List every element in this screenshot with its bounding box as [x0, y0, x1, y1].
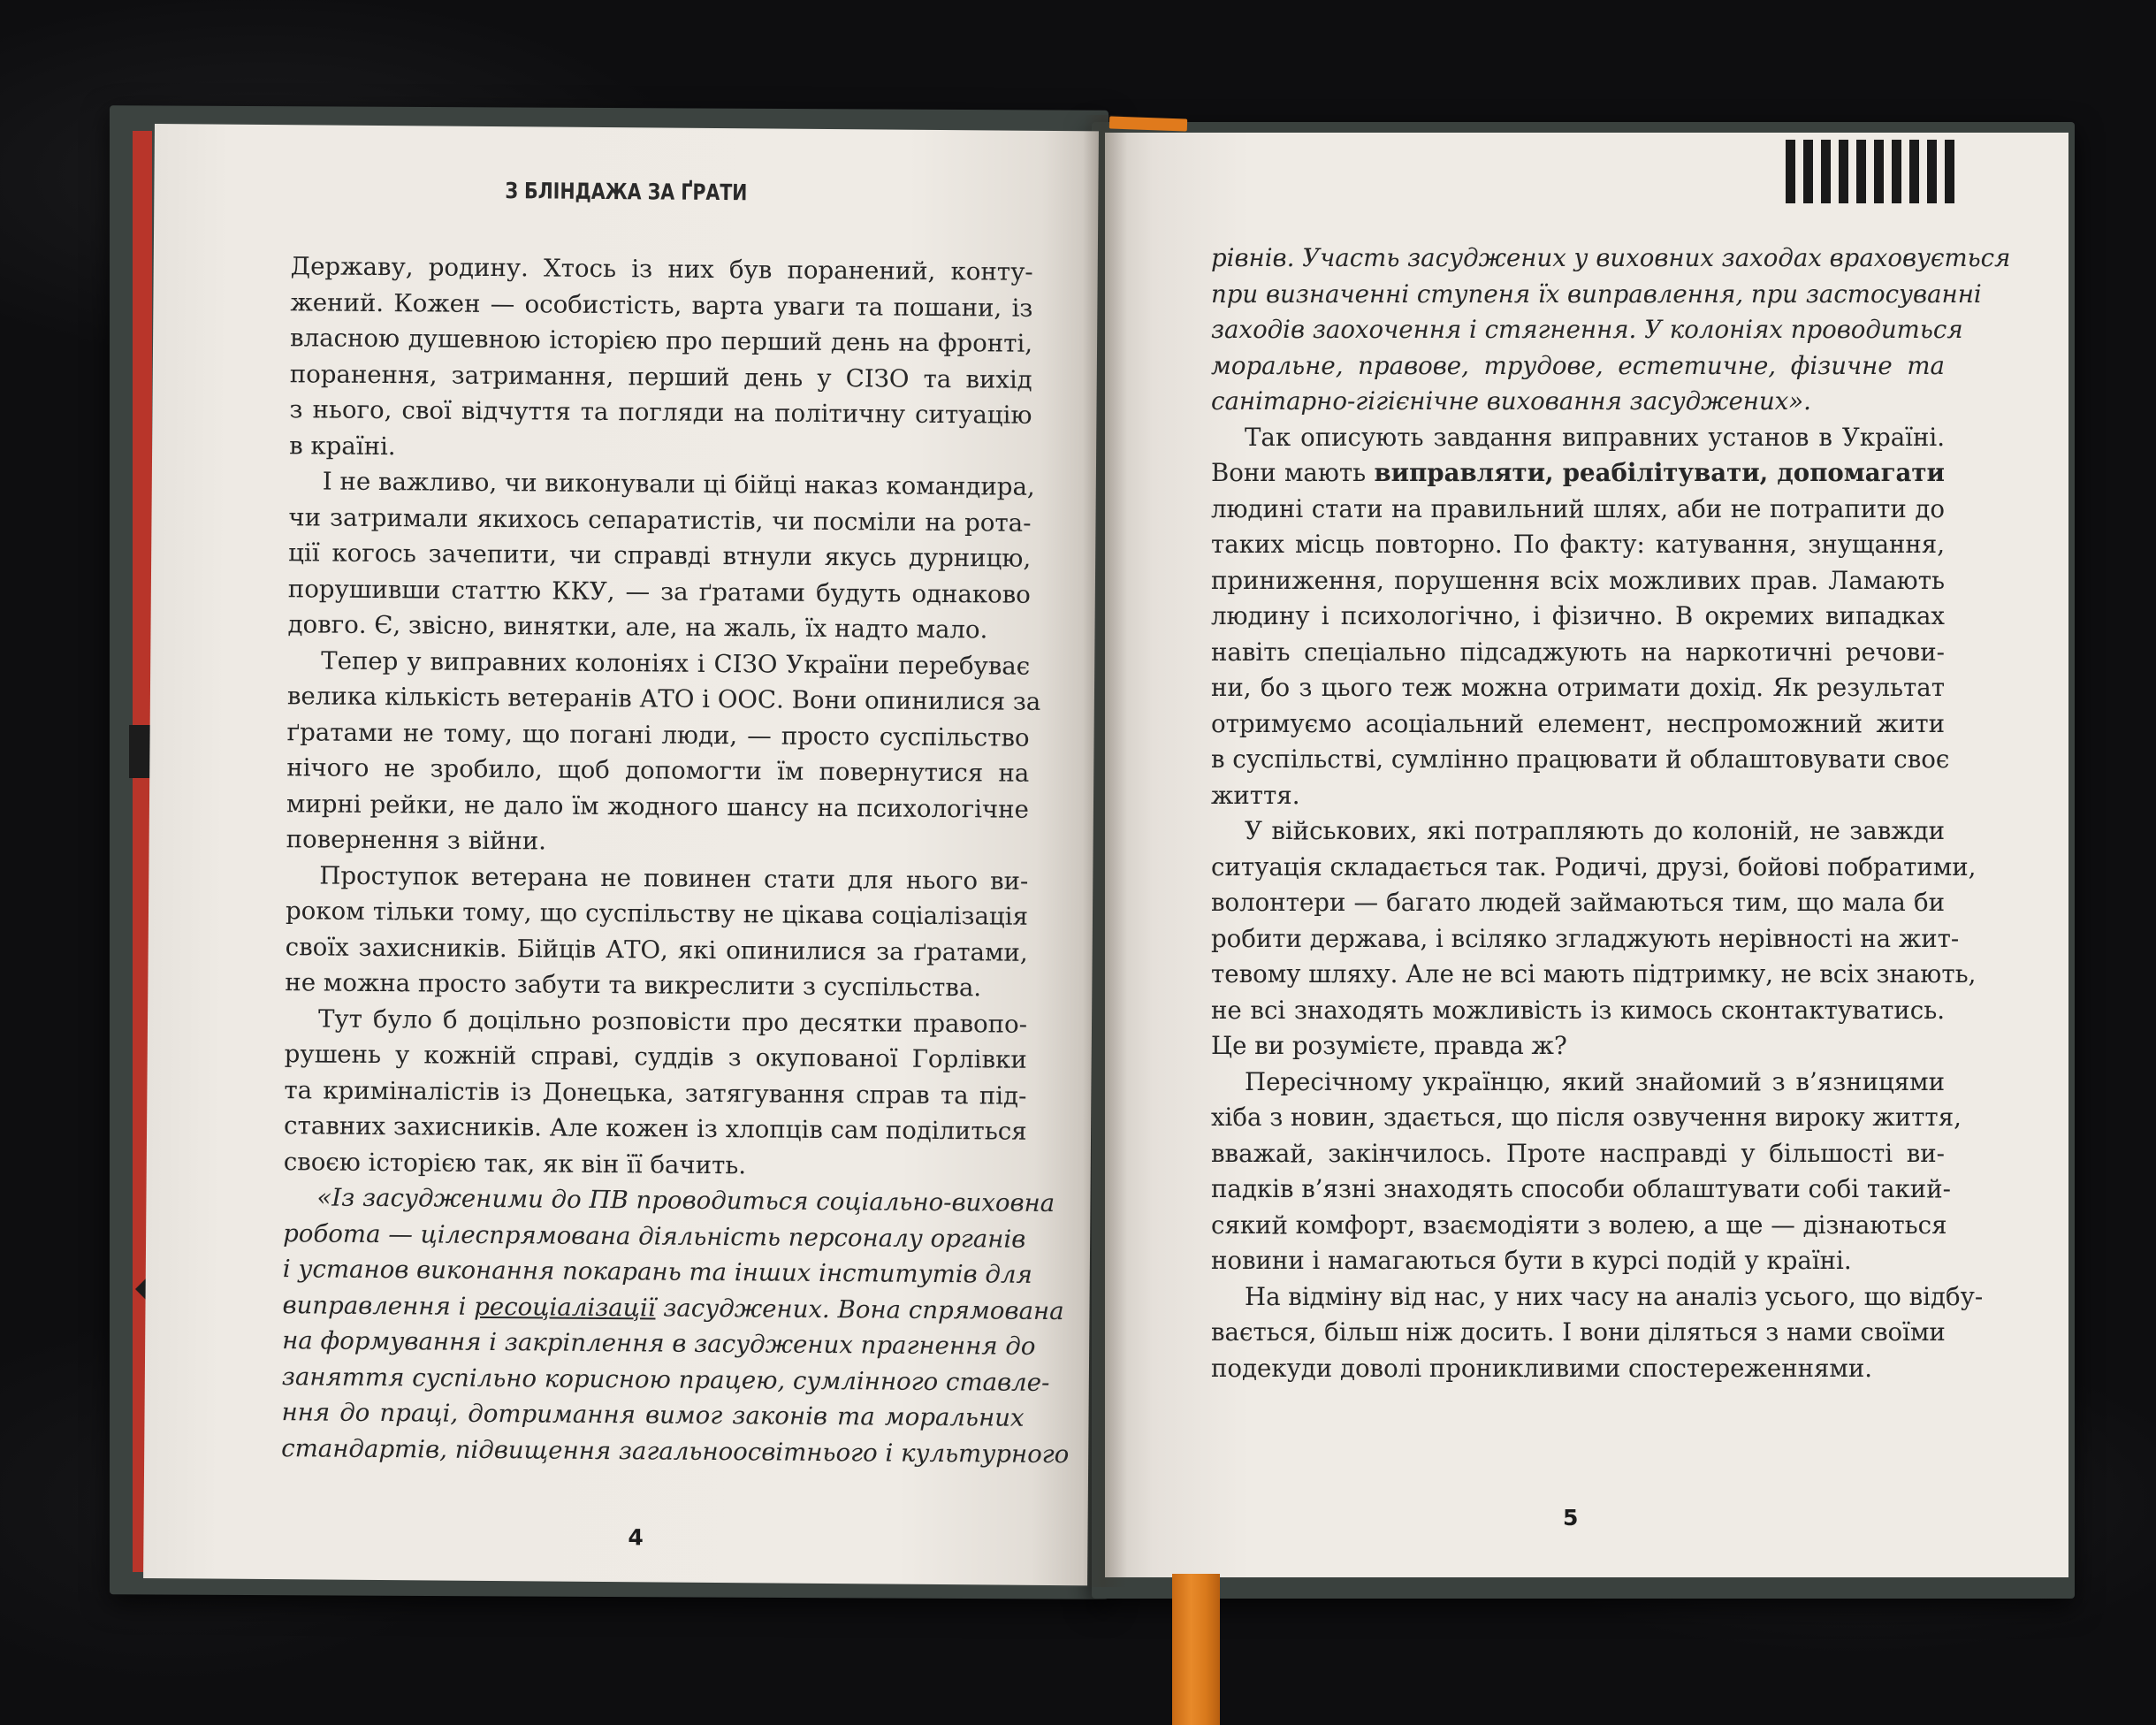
text-line: сякий комфорт, взаємодіяти з волею, а ще — дізнаються — [1211, 1210, 1947, 1240]
text-line: Пересічному українцю, який знайомий з в’язницями — [1245, 1066, 1945, 1096]
text-line: заняття суспільно корисною працею, сумлінного ставле- — [281, 1361, 1050, 1397]
text-line: Так описують завдання виправних установ в Україні. — [1245, 422, 1945, 452]
text-line: стандартів, підвищення загальноосвітнього і культурного — [281, 1432, 1070, 1469]
right-page — [1105, 133, 2068, 1577]
text-line: своїх захисників. Бійців АТО, які опинилися за ґратами, — [285, 931, 1028, 967]
text-line: не можна просто забути та викреслити з суспільства. — [285, 967, 982, 1003]
text-line: ситуація складається так. Родичі, друзі, бойові побратими, — [1211, 851, 1977, 882]
text-line: тевому шляху. Але не всі мають підтримку, не всіх знають, — [1211, 959, 1977, 988]
text-line: рівнів. Участь засуджених у виховних заходах враховується — [1211, 243, 2011, 272]
text-line: порушивши статтю ККУ, — за ґратами будуть однаково — [287, 573, 1031, 609]
text-line: та криміналістів із Донецька, затягування справ та під- — [284, 1074, 1027, 1111]
text-line: волонтери — багато людей займаються тим, що мала би — [1211, 888, 1945, 917]
text-line: Тут було б доцільно розповісти про десятки правопо- — [317, 1003, 1028, 1039]
text-line: Тепер у виправних колоніях і СІЗО України перебуває — [321, 645, 1031, 681]
text-line: У військових, які потрапляють до колоній, не завжди — [1245, 816, 1945, 845]
text-line: в країні. — [289, 430, 396, 461]
text-line: на формування і закріплення в засуджених прагнення до — [282, 1325, 1036, 1361]
text-line: Державу, родину. Хтось із них був поранений, конту- — [290, 251, 1033, 286]
text-line: заходів заохочення і стягнення. У колоніях проводиться — [1211, 315, 1963, 344]
text-line: навіть спеціально підсаджують на наркотичні речови- — [1211, 637, 1945, 667]
text-line: мирні рейки, не дало їм жодного шансу на психологічне — [286, 788, 1030, 824]
text-line: в суспільстві, сумлінно працювати й облаштовувати своє — [1211, 744, 1950, 774]
text-line: рушень у кожній справі, суддів з окупованої Горлівки — [284, 1039, 1027, 1074]
left-page — [143, 124, 1099, 1585]
text-line: Це ви розумієте, правда ж? — [1211, 1031, 1567, 1060]
right-page-body — [1211, 240, 2011, 1386]
text-line: роком тільки тому, що суспільству не цікава соціалізація — [285, 896, 1029, 931]
bookmark-ribbon — [1172, 1574, 1220, 1725]
text-line: з нього, свої відчуття та погляди на політичну ситуацію — [289, 394, 1032, 430]
text-line: поранення, затримання, перший день у СІЗО та вихід — [289, 358, 1032, 394]
text-line: хіба з новин, здається, що після озвучення вироку життя, — [1211, 1103, 1962, 1132]
text-line: Проступок ветерана не повинен стати для нього ви- — [319, 859, 1029, 896]
text-line: На відміну від нас, у них часу на аналіз усього, що відбу- — [1245, 1281, 1984, 1311]
text-line: новини і намагаються бути в курсі подій у країні. — [1211, 1246, 1852, 1275]
text-line: своєю історією так, як він її бачить. — [283, 1146, 747, 1179]
text-line: і установ виконання покарань та інших інститутів для — [282, 1254, 1032, 1289]
text-line: вважай, закінчилось. Проте насправді у більшості ви- — [1211, 1138, 1945, 1168]
text-line: ції когось зачепити, чи справді втнули якусь дурницю, — [288, 538, 1032, 573]
text-line: ставних захисників. Але кожен із хлопців сам поділиться — [283, 1111, 1027, 1146]
text-line: отримуємо асоціальний елемент, неспроможний жити — [1211, 708, 1945, 738]
text-line: велика кількість ветеранів АТО і ООС. Вони опинилися за — [286, 681, 1041, 716]
text-line: моральне, правове, трудове, естетичне, фізичне та — [1211, 350, 1945, 380]
cover-black-mark — [129, 725, 152, 778]
text-line: робота — цілеспрямована діяльність персоналу органів — [283, 1217, 1026, 1254]
text-line: життя. — [1211, 780, 1300, 810]
running-head: З БЛІНДАЖА ЗА ҐРАТИ — [505, 178, 748, 206]
left-page-body — [281, 248, 1070, 1472]
text-line: власною душевною історією про перший день на фронті, — [289, 323, 1033, 358]
text-line: подекуди доволі проникливими спостереженнями. — [1211, 1353, 1873, 1383]
text-line: довго. Є, звісно, винятки, але, на жаль, їх надто мало. — [287, 609, 988, 645]
page-number-right: 5 — [1563, 1505, 1579, 1530]
text-line: виправлення і ресоціалізації засуджених. Вона спрямована — [282, 1289, 1064, 1325]
text-line: вається, більш ніж досить. І вони діляться з нами своїми — [1211, 1317, 1946, 1347]
text-line: повернення з війни. — [286, 824, 547, 856]
text-line: ни, бо з цього теж можна отримати дохід. Як результат — [1211, 673, 1945, 702]
text-line: чи затримали якихось сепаратистів, чи посміли на рота- — [288, 501, 1032, 538]
text-line: при визначенні ступеня їх виправлення, при застосуванні — [1211, 279, 1982, 309]
text-line: Вони мають виправляти, реабілітувати, допомагати — [1211, 458, 1945, 487]
text-line: ґратами не тому, що погані люди, — просто суспільство — [286, 716, 1030, 752]
page-number-left: 4 — [628, 1524, 644, 1551]
text-line: людині стати на правильний шлях, аби не потрапити до — [1211, 493, 1945, 523]
text-line: людину і психологічно, і фізично. В окремих випадках — [1211, 601, 1945, 630]
text-line: І не важливо, чи виконували ці бійці наказ командира, — [322, 466, 1035, 501]
text-line: жений. Кожен — особистість, варта уваги та пошани, із — [290, 286, 1033, 323]
text-line: не всі знаходять можливість із кимось сконтактуватись. — [1211, 995, 1945, 1025]
text-line: робити держава, і всіляко згладжують нерівності на жит- — [1211, 923, 1960, 953]
text-line: нічого не зробило, щоб допомогти їм повернутися на — [286, 752, 1030, 788]
text-line: санітарно-гігієнічне виховання засуджених». — [1211, 386, 1811, 416]
text-line: падків в’язні знаходять способи облаштувати собі такий- — [1211, 1174, 1951, 1203]
book-gutter — [1083, 115, 1127, 1587]
text-line: «Із засудженими до ПВ проводиться соціально-виховна — [316, 1182, 1055, 1218]
text-line: ння до праці, дотримання вимог законів та моральних — [281, 1397, 1025, 1432]
text-line: приниження, порушення всіх можливих прав. Ламають — [1211, 565, 1945, 595]
text-line: таких місць повторно. По факту: катування, знущання, — [1211, 530, 1945, 559]
